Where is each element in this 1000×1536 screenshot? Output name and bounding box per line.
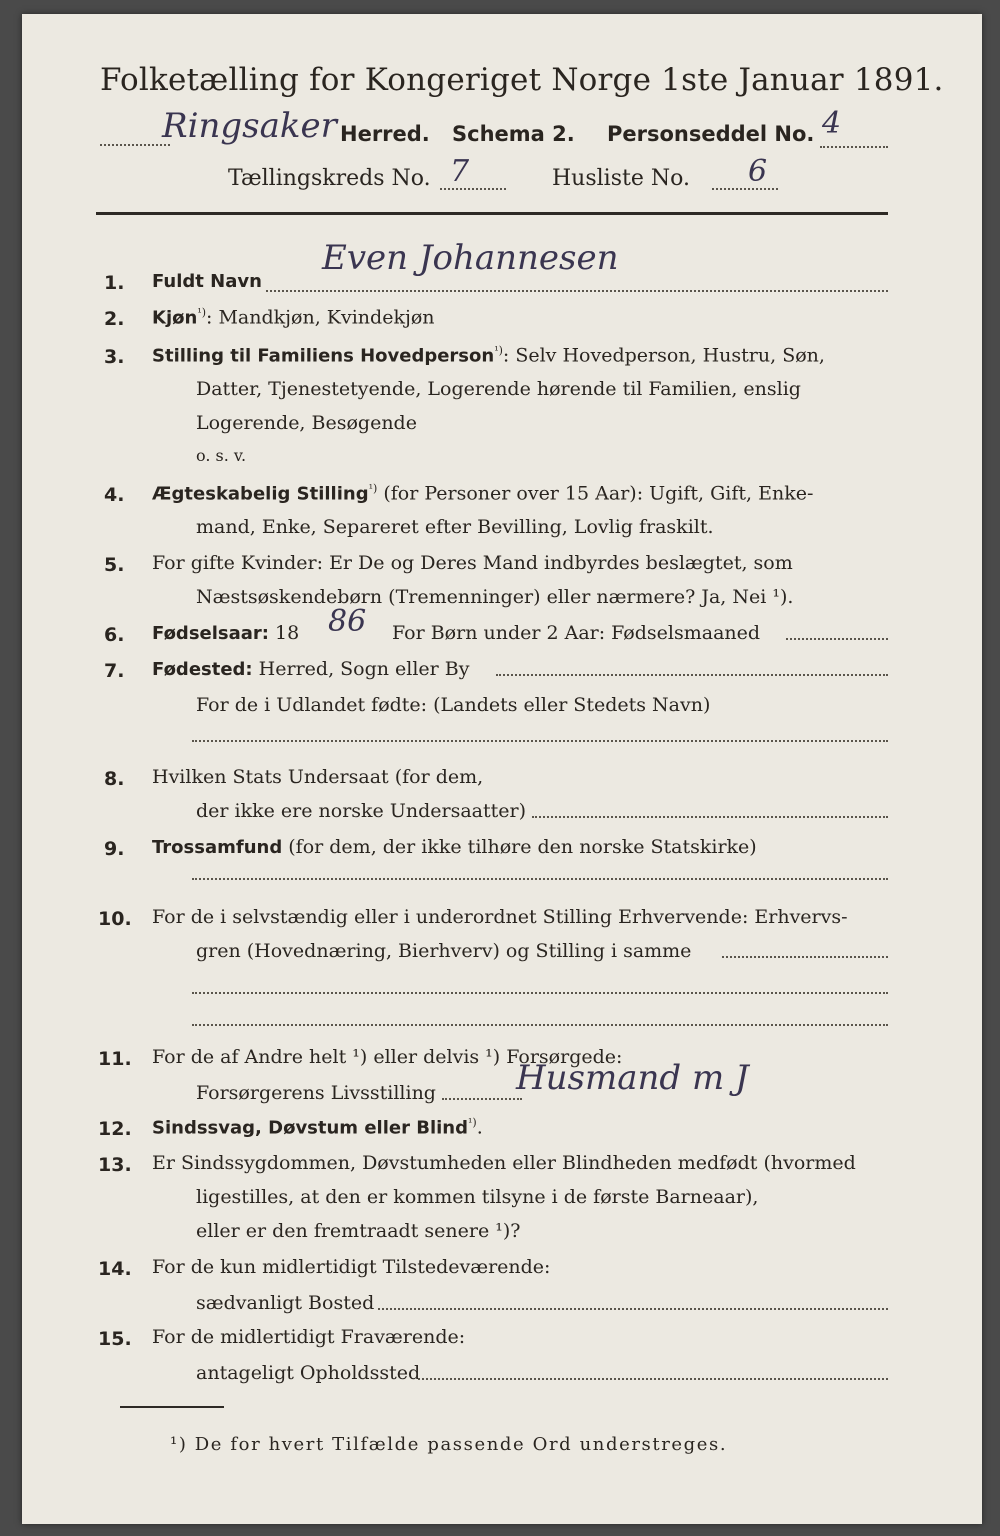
census-form-page [22, 14, 982, 1524]
birth-year-handwritten: 86 [328, 604, 367, 639]
item-14-text: For de kun midlertidigt Tilstedeværende: [152, 1256, 551, 1278]
item-number: 9. [104, 838, 125, 860]
dotted-leader [418, 1378, 888, 1380]
dotted-leader [100, 144, 170, 146]
item-number: 4. [104, 484, 125, 506]
dotted-leader [712, 188, 778, 190]
schema-label: Schema 2. [452, 122, 575, 146]
dotted-leader [266, 290, 888, 292]
herred-handwritten: Ringsaker [162, 106, 337, 146]
personseddel-label: Personseddel No. [607, 122, 815, 146]
item-number: 1. [104, 272, 125, 294]
item-1-label: Fuldt Navn [152, 271, 262, 292]
husliste-label: Husliste No. [552, 166, 690, 191]
provider-occupation-handwritten: Husmand m J [516, 1058, 749, 1098]
item-2-text: Kjøn$^{^1)}$: Mandkjøn, Kvindekjøn [152, 306, 435, 329]
item-5-text: For gifte Kvinder: Er De og Deres Mand indbyrdes beslægtet, som [152, 552, 793, 574]
item-13-line3: eller er den fremtraadt senere ¹)? [196, 1220, 521, 1242]
item-11-text: For de af Andre helt ¹) eller delvis ¹) Forsørgede: [152, 1046, 623, 1068]
item-number: 13. [98, 1154, 132, 1176]
item-13-line2: ligestilles, at den er kommen tilsyne i de første Barneaar), [196, 1186, 759, 1208]
item-15-line2: antageligt Opholdssted [196, 1362, 421, 1384]
dotted-leader [192, 740, 888, 742]
dotted-leader [192, 878, 888, 880]
dotted-leader [786, 638, 888, 640]
dotted-leader [192, 992, 888, 994]
item-6-text2: For Børn under 2 Aar: Fødselsmaaned [392, 622, 761, 644]
item-number: 8. [104, 768, 125, 790]
item-5-line2: Næstsøskendebørn (Tremenninger) eller nærmere? Ja, Nei ¹). [196, 586, 794, 608]
dotted-leader [442, 1098, 522, 1100]
item-number: 14. [98, 1258, 132, 1280]
header-rule [96, 212, 888, 215]
item-9-text: Trossamfund (for dem, der ikke tilhøre den norske Statskirke) [152, 836, 757, 858]
item-14-line2: sædvanligt Bosted [196, 1292, 375, 1314]
footnote-rule [120, 1406, 224, 1408]
item-15-text: For de midlertidigt Fraværende: [152, 1326, 466, 1348]
item-number: 11. [98, 1048, 132, 1070]
dotted-leader [440, 188, 506, 190]
dotted-leader [378, 1308, 888, 1310]
item-number: 5. [104, 554, 125, 576]
item-3-line2: Datter, Tjenestetyende, Logerende hørende til Familien, enslig [196, 378, 801, 400]
item-10-line2: gren (Hovednæring, Bierhverv) og Stilling i samme [196, 940, 692, 962]
item-number: 7. [104, 660, 125, 682]
item-number: 6. [104, 624, 125, 646]
dotted-leader [532, 816, 888, 818]
taellingskreds-number: 7 [450, 154, 470, 189]
dotted-leader [820, 146, 888, 148]
item-number: 10. [98, 908, 132, 930]
husliste-number: 6 [748, 154, 768, 189]
item-4-text: Ægteskabelig Stilling$^{^1)}$ (for Personer over 15 Aar): Ugift, Gift, Enke- [152, 482, 814, 505]
taellingskreds-label: Tællingskreds No. [228, 166, 431, 191]
item-7-text: Fødested: Herred, Sogn eller By [152, 658, 470, 680]
item-3-text: Stilling til Familiens Hovedperson$^{^1)}$: Selv Hovedperson, Hustru, Søn, [152, 344, 825, 367]
footnote: ¹) De for hvert Tilfælde passende Ord understreges. [170, 1434, 728, 1455]
item-7-line2: For de i Udlandet fødte: (Landets eller Stedets Navn) [196, 694, 711, 716]
item-8-text: Hvilken Stats Undersaat (for dem, [152, 766, 484, 788]
item-4-line2: mand, Enke, Separeret efter Bevilling, Lovlig fraskilt. [196, 516, 714, 538]
item-10-text: For de i selvstændig eller i underordnet Stilling Erhvervende: Erhvervs- [152, 906, 848, 928]
dotted-leader [722, 956, 888, 958]
personseddel-number: 4 [822, 106, 842, 141]
item-number: 2. [104, 308, 125, 330]
dotted-leader [192, 1024, 888, 1026]
item-8-line2: der ikke ere norske Undersaatter) [196, 800, 526, 822]
dotted-leader [496, 674, 888, 676]
form-title: Folketælling for Kongeriget Norge 1ste Januar 1891. [100, 62, 944, 98]
item-number: 15. [98, 1328, 132, 1350]
full-name-handwritten: Even Johannesen [322, 238, 619, 278]
item-13-text: Er Sindssygdommen, Døvstumheden eller Blindheden medfødt (hvormed [152, 1152, 856, 1174]
item-3-line3: Logerende, Besøgende [196, 412, 417, 434]
item-12-text: Sindssvag, Døvstum eller Blind$^{^1)}$. [152, 1116, 483, 1139]
item-3-line4: o. s. v. [196, 446, 247, 465]
item-number: 3. [104, 346, 125, 368]
item-number: 12. [98, 1118, 132, 1140]
item-11-line2: Forsørgerens Livsstilling [196, 1082, 436, 1104]
item-6-text: Fødselsaar: 18 [152, 622, 300, 644]
herred-label: Herred. [340, 122, 430, 146]
